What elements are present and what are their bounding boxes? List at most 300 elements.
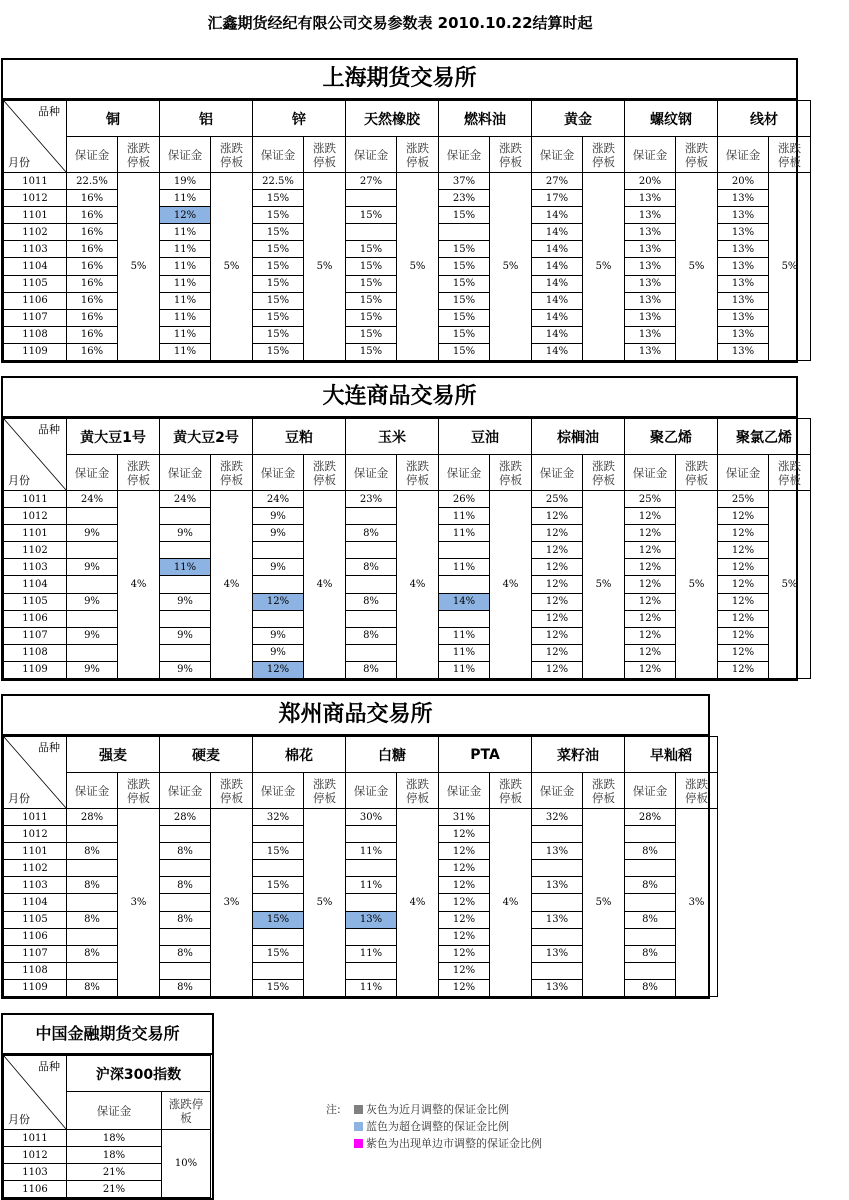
- month-cell: 1105: [4, 275, 67, 292]
- limit-column-header: 涨跌停板: [118, 773, 160, 809]
- margin-cell: [532, 894, 583, 911]
- corner-header: [4, 737, 67, 809]
- margin-cell: 13%: [625, 292, 676, 309]
- margin-column-header: 保证金: [67, 455, 118, 491]
- margin-cell: 8%: [625, 843, 676, 860]
- margin-cell: 15%: [253, 979, 304, 996]
- margin-cell: 25%: [625, 491, 676, 508]
- margin-cell: 13%: [718, 207, 769, 224]
- price-limit-cell: 5%: [118, 173, 160, 361]
- month-cell: 1101: [4, 843, 67, 860]
- price-limit-cell: 10%: [162, 1130, 211, 1198]
- margin-cell: [160, 610, 211, 627]
- margin-cell: 12%: [253, 593, 304, 610]
- margin-cell: 13%: [532, 843, 583, 860]
- margin-cell: [67, 894, 118, 911]
- month-cell: 1108: [4, 962, 67, 979]
- product-header: 天然橡胶: [346, 101, 439, 137]
- margin-cell: 25%: [532, 491, 583, 508]
- margin-cell: 25%: [718, 491, 769, 508]
- margin-cell: 16%: [67, 275, 118, 292]
- month-cell: 1012: [4, 826, 67, 843]
- margin-cell: 15%: [346, 343, 397, 360]
- corner-header: [4, 419, 67, 491]
- margin-cell: [346, 644, 397, 661]
- margin-cell: 20%: [625, 173, 676, 190]
- purple-swatch: [354, 1139, 363, 1148]
- margin-cell: 8%: [346, 525, 397, 542]
- margin-cell: 16%: [67, 190, 118, 207]
- product-header: 铝: [160, 101, 253, 137]
- month-cell: 1105: [4, 911, 67, 928]
- month-cell: 1011: [4, 491, 67, 508]
- margin-cell: 11%: [160, 292, 211, 309]
- note-blue: 蓝色为超仓调整的保证金比例: [366, 1120, 509, 1133]
- margin-cell: [439, 610, 490, 627]
- margin-cell: 8%: [160, 945, 211, 962]
- margin-cell: 8%: [67, 911, 118, 928]
- margin-cell: [346, 508, 397, 525]
- margin-cell: [160, 894, 211, 911]
- margin-cell: 12%: [718, 644, 769, 661]
- margin-column-header: 保证金: [253, 137, 304, 173]
- margin-cell: 23%: [439, 190, 490, 207]
- margin-cell: 12%: [439, 962, 490, 979]
- margin-cell: 11%: [439, 559, 490, 576]
- margin-cell: 14%: [532, 224, 583, 241]
- margin-cell: [346, 542, 397, 559]
- margin-cell: 12%: [160, 207, 211, 224]
- margin-column-header: 保证金: [532, 773, 583, 809]
- limit-column-header: 涨跌停板: [304, 455, 346, 491]
- margin-cell: 14%: [532, 309, 583, 326]
- exchange-title: 郑州商品交易所: [3, 696, 708, 736]
- margin-cell: 12%: [253, 661, 304, 678]
- price-limit-cell: 5%: [769, 491, 811, 679]
- margin-cell: 12%: [718, 576, 769, 593]
- margin-cell: 13%: [718, 224, 769, 241]
- margin-cell: 11%: [346, 877, 397, 894]
- margin-cell: 9%: [253, 627, 304, 644]
- price-limit-cell: 5%: [490, 173, 532, 361]
- margin-cell: 31%: [439, 809, 490, 826]
- price-limit-cell: 5%: [583, 491, 625, 679]
- margin-cell: 15%: [439, 326, 490, 343]
- margin-cell: 8%: [346, 661, 397, 678]
- margin-cell: 16%: [67, 241, 118, 258]
- month-cell: 1102: [4, 542, 67, 559]
- margin-cell: 11%: [160, 258, 211, 275]
- limit-column-header: 涨跌停板: [490, 455, 532, 491]
- params-table: [3, 418, 811, 679]
- month-cell: 1107: [4, 309, 67, 326]
- margin-cell: 15%: [253, 207, 304, 224]
- margin-cell: 12%: [532, 508, 583, 525]
- params-table: [3, 1055, 211, 1198]
- month-cell: 1012: [4, 508, 67, 525]
- price-limit-cell: 4%: [304, 491, 346, 679]
- product-header: 玉米: [346, 419, 439, 455]
- margin-column-header: 保证金: [532, 455, 583, 491]
- margin-column-header: 保证金: [160, 773, 211, 809]
- month-cell: 1103: [4, 241, 67, 258]
- margin-cell: 15%: [439, 309, 490, 326]
- margin-column-header: 保证金: [160, 455, 211, 491]
- gray-swatch: [354, 1105, 363, 1114]
- margin-cell: 9%: [67, 593, 118, 610]
- limit-column-header: 涨跌停板: [490, 773, 532, 809]
- product-header: 强麦: [67, 737, 160, 773]
- month-cell: 1108: [4, 326, 67, 343]
- margin-cell: 32%: [532, 809, 583, 826]
- margin-cell: 12%: [532, 559, 583, 576]
- product-header: 燃料油: [439, 101, 532, 137]
- margin-cell: 13%: [718, 326, 769, 343]
- product-header: 线材: [718, 101, 811, 137]
- margin-cell: 13%: [532, 945, 583, 962]
- margin-cell: 12%: [625, 508, 676, 525]
- margin-cell: 13%: [532, 911, 583, 928]
- margin-cell: [439, 576, 490, 593]
- margin-cell: [67, 610, 118, 627]
- margin-cell: 8%: [67, 877, 118, 894]
- params-table: [3, 736, 718, 997]
- price-limit-cell: 5%: [583, 173, 625, 361]
- margin-cell: 13%: [532, 979, 583, 996]
- margin-cell: 12%: [439, 877, 490, 894]
- margin-column-header: 保证金: [346, 455, 397, 491]
- product-header: 棉花: [253, 737, 346, 773]
- corner-product-label: 品种: [38, 741, 60, 754]
- margin-cell: 15%: [253, 258, 304, 275]
- margin-cell: 14%: [532, 241, 583, 258]
- margin-cell: 12%: [718, 593, 769, 610]
- limit-column-header: 涨跌停板: [583, 455, 625, 491]
- margin-cell: [160, 644, 211, 661]
- limit-column-header: 涨跌停板: [676, 773, 718, 809]
- margin-cell: 13%: [625, 309, 676, 326]
- margin-cell: 12%: [625, 627, 676, 644]
- margin-column-header: 保证金: [67, 137, 118, 173]
- product-header: 白糖: [346, 737, 439, 773]
- margin-cell: 9%: [67, 661, 118, 678]
- margin-cell: 12%: [625, 593, 676, 610]
- margin-cell: 9%: [160, 593, 211, 610]
- margin-cell: 15%: [439, 343, 490, 360]
- margin-cell: [160, 576, 211, 593]
- margin-cell: 11%: [439, 508, 490, 525]
- margin-cell: 13%: [718, 292, 769, 309]
- margin-cell: 13%: [625, 207, 676, 224]
- margin-cell: 13%: [718, 275, 769, 292]
- margin-cell: [67, 860, 118, 877]
- margin-cell: 11%: [160, 309, 211, 326]
- margin-cell: 28%: [625, 809, 676, 826]
- margin-cell: 12%: [625, 525, 676, 542]
- margin-cell: 9%: [253, 508, 304, 525]
- margin-cell: 8%: [625, 979, 676, 996]
- margin-cell: 8%: [346, 593, 397, 610]
- margin-cell: [346, 826, 397, 843]
- margin-cell: 14%: [439, 593, 490, 610]
- corner-month-label: 月份: [8, 792, 30, 805]
- margin-cell: 13%: [718, 190, 769, 207]
- exchange-panel-cffex: [1, 1013, 214, 1200]
- margin-cell: 15%: [253, 843, 304, 860]
- params-table: [3, 100, 811, 361]
- product-header: 棕榈油: [532, 419, 625, 455]
- margin-cell: [253, 576, 304, 593]
- margin-column-header: 保证金: [625, 455, 676, 491]
- corner-header: [4, 1056, 67, 1130]
- margin-cell: 11%: [160, 275, 211, 292]
- margin-column-header: 保证金: [625, 773, 676, 809]
- margin-cell: [253, 894, 304, 911]
- product-header: 铜: [67, 101, 160, 137]
- margin-cell: 11%: [439, 644, 490, 661]
- margin-cell: 20%: [718, 173, 769, 190]
- margin-cell: 8%: [67, 979, 118, 996]
- price-limit-cell: 5%: [583, 809, 625, 997]
- price-limit-cell: 5%: [769, 173, 811, 361]
- limit-column-header: 涨跌停板: [397, 137, 439, 173]
- margin-cell: 12%: [718, 661, 769, 678]
- margin-cell: 11%: [346, 979, 397, 996]
- product-header: 黄大豆1号: [67, 419, 160, 455]
- product-header: 菜籽油: [532, 737, 625, 773]
- product-header: 豆油: [439, 419, 532, 455]
- exchange-title: 上海期货交易所: [3, 60, 796, 100]
- margin-cell: 16%: [67, 343, 118, 360]
- margin-cell: 12%: [718, 525, 769, 542]
- month-cell: 1106: [4, 928, 67, 945]
- exchange-title: 大连商品交易所: [3, 378, 796, 418]
- month-cell: 1109: [4, 661, 67, 678]
- month-cell: 1107: [4, 945, 67, 962]
- margin-cell: 13%: [346, 911, 397, 928]
- margin-cell: [160, 508, 211, 525]
- note-purple: 紫色为出现单边市调整的保证金比例: [366, 1137, 542, 1150]
- price-limit-cell: 3%: [211, 809, 253, 997]
- margin-cell: 12%: [439, 860, 490, 877]
- margin-cell: [160, 542, 211, 559]
- margin-cell: 21%: [67, 1164, 162, 1181]
- margin-cell: 13%: [532, 877, 583, 894]
- price-limit-cell: 4%: [118, 491, 160, 679]
- month-cell: 1101: [4, 207, 67, 224]
- corner-product-label: 品种: [38, 1060, 60, 1073]
- margin-cell: 12%: [439, 911, 490, 928]
- margin-column-header: 保证金: [253, 455, 304, 491]
- margin-cell: [160, 860, 211, 877]
- margin-cell: 15%: [253, 241, 304, 258]
- margin-cell: 28%: [67, 809, 118, 826]
- margin-cell: 15%: [346, 258, 397, 275]
- limit-column-header: 涨跌停板: [769, 137, 811, 173]
- margin-cell: 15%: [346, 292, 397, 309]
- margin-cell: 12%: [625, 661, 676, 678]
- product-header: 沪深300指数: [67, 1056, 211, 1092]
- price-limit-cell: 3%: [118, 809, 160, 997]
- month-cell: 1102: [4, 860, 67, 877]
- margin-cell: 8%: [625, 945, 676, 962]
- price-limit-cell: 3%: [676, 809, 718, 997]
- margin-cell: [160, 928, 211, 945]
- margin-cell: [625, 894, 676, 911]
- margin-cell: [625, 928, 676, 945]
- margin-cell: 8%: [625, 911, 676, 928]
- margin-cell: 12%: [532, 644, 583, 661]
- limit-column-header: 涨跌停板: [211, 137, 253, 173]
- margin-cell: [346, 224, 397, 241]
- note-gray: 灰色为近月调整的保证金比例: [366, 1103, 509, 1116]
- month-cell: 1101: [4, 525, 67, 542]
- margin-cell: 13%: [718, 258, 769, 275]
- month-cell: 1107: [4, 627, 67, 644]
- margin-cell: 15%: [439, 275, 490, 292]
- margin-cell: [346, 962, 397, 979]
- table-row: [4, 491, 811, 508]
- margin-column-header: 保证金: [160, 137, 211, 173]
- margin-cell: [253, 610, 304, 627]
- limit-column-header: 涨跌停板: [211, 773, 253, 809]
- month-cell: 1011: [4, 1130, 67, 1147]
- margin-cell: 11%: [160, 326, 211, 343]
- margin-cell: [67, 644, 118, 661]
- margin-cell: 9%: [160, 661, 211, 678]
- margin-column-header: 保证金: [67, 1092, 162, 1130]
- month-cell: 1109: [4, 343, 67, 360]
- margin-cell: 12%: [439, 843, 490, 860]
- margin-cell: 12%: [532, 542, 583, 559]
- margin-cell: 9%: [67, 559, 118, 576]
- margin-column-header: 保证金: [67, 773, 118, 809]
- margin-cell: 15%: [253, 190, 304, 207]
- margin-cell: 11%: [439, 661, 490, 678]
- corner-month-label: 月份: [8, 1113, 30, 1126]
- margin-cell: 8%: [625, 877, 676, 894]
- product-header: 早籼稻: [625, 737, 718, 773]
- limit-column-header: 涨跌停板: [304, 137, 346, 173]
- margin-column-header: 保证金: [346, 137, 397, 173]
- margin-cell: [346, 610, 397, 627]
- margin-cell: 27%: [346, 173, 397, 190]
- margin-cell: [67, 928, 118, 945]
- margin-cell: 11%: [160, 241, 211, 258]
- month-cell: 1103: [4, 559, 67, 576]
- margin-cell: 18%: [67, 1147, 162, 1164]
- month-cell: 1103: [4, 1164, 67, 1181]
- legend-notes: [326, 1101, 542, 1152]
- margin-cell: 15%: [439, 258, 490, 275]
- margin-cell: 13%: [718, 241, 769, 258]
- margin-cell: 13%: [718, 343, 769, 360]
- margin-cell: 12%: [625, 610, 676, 627]
- margin-cell: 14%: [532, 343, 583, 360]
- margin-column-header: 保证金: [439, 137, 490, 173]
- price-limit-cell: 5%: [397, 173, 439, 361]
- margin-cell: 17%: [532, 190, 583, 207]
- limit-column-header: 涨跌停板: [397, 455, 439, 491]
- margin-cell: 12%: [439, 894, 490, 911]
- margin-cell: [532, 860, 583, 877]
- margin-cell: [67, 576, 118, 593]
- limit-column-header: 涨跌停板: [676, 137, 718, 173]
- limit-column-header: 涨跌停板: [490, 137, 532, 173]
- margin-cell: 13%: [625, 275, 676, 292]
- limit-column-header: 涨跌停板: [397, 773, 439, 809]
- margin-cell: 30%: [346, 809, 397, 826]
- margin-cell: 13%: [625, 241, 676, 258]
- margin-cell: [253, 826, 304, 843]
- margin-cell: 8%: [67, 945, 118, 962]
- margin-cell: 12%: [718, 542, 769, 559]
- limit-column-header: 涨跌停板: [583, 137, 625, 173]
- exchange-panel-shfe: [1, 58, 801, 363]
- table-row: [4, 173, 811, 190]
- margin-cell: 15%: [253, 343, 304, 360]
- margin-cell: 12%: [532, 576, 583, 593]
- price-limit-cell: 4%: [397, 491, 439, 679]
- margin-cell: [532, 962, 583, 979]
- month-cell: 1102: [4, 224, 67, 241]
- margin-cell: 15%: [346, 309, 397, 326]
- margin-cell: 18%: [67, 1130, 162, 1147]
- margin-cell: 9%: [253, 559, 304, 576]
- margin-cell: 12%: [718, 559, 769, 576]
- margin-cell: 15%: [439, 292, 490, 309]
- margin-cell: 11%: [160, 190, 211, 207]
- margin-cell: 16%: [67, 207, 118, 224]
- margin-cell: 15%: [346, 275, 397, 292]
- month-cell: 1109: [4, 979, 67, 996]
- margin-cell: 13%: [718, 309, 769, 326]
- page-title: 汇鑫期货经纪有限公司交易参数表 2010.10.22结算时起: [207, 14, 593, 32]
- blue-swatch: [354, 1122, 363, 1131]
- margin-cell: 13%: [625, 258, 676, 275]
- margin-cell: 12%: [439, 979, 490, 996]
- limit-column-header: 涨跌停板: [118, 455, 160, 491]
- corner-product-label: 品种: [38, 105, 60, 118]
- margin-cell: 8%: [160, 877, 211, 894]
- margin-cell: [67, 826, 118, 843]
- limit-column-header: 涨跌停板: [162, 1092, 211, 1130]
- limit-column-header: 涨跌停板: [211, 455, 253, 491]
- margin-cell: 11%: [439, 525, 490, 542]
- month-cell: 1011: [4, 809, 67, 826]
- exchange-panel-dce: [1, 376, 801, 681]
- month-cell: 1106: [4, 1181, 67, 1198]
- margin-cell: 9%: [67, 627, 118, 644]
- price-limit-cell: 4%: [490, 809, 532, 997]
- margin-cell: 15%: [346, 207, 397, 224]
- margin-cell: [346, 860, 397, 877]
- margin-cell: 13%: [625, 326, 676, 343]
- margin-cell: 14%: [532, 207, 583, 224]
- margin-cell: 15%: [346, 241, 397, 258]
- month-cell: 1012: [4, 190, 67, 207]
- margin-cell: [346, 576, 397, 593]
- margin-cell: [253, 860, 304, 877]
- limit-column-header: 涨跌停板: [676, 455, 718, 491]
- margin-column-header: 保证金: [439, 455, 490, 491]
- margin-cell: 37%: [439, 173, 490, 190]
- margin-cell: 12%: [532, 661, 583, 678]
- margin-column-header: 保证金: [346, 773, 397, 809]
- margin-cell: 12%: [625, 542, 676, 559]
- margin-cell: 14%: [532, 326, 583, 343]
- month-cell: 1104: [4, 894, 67, 911]
